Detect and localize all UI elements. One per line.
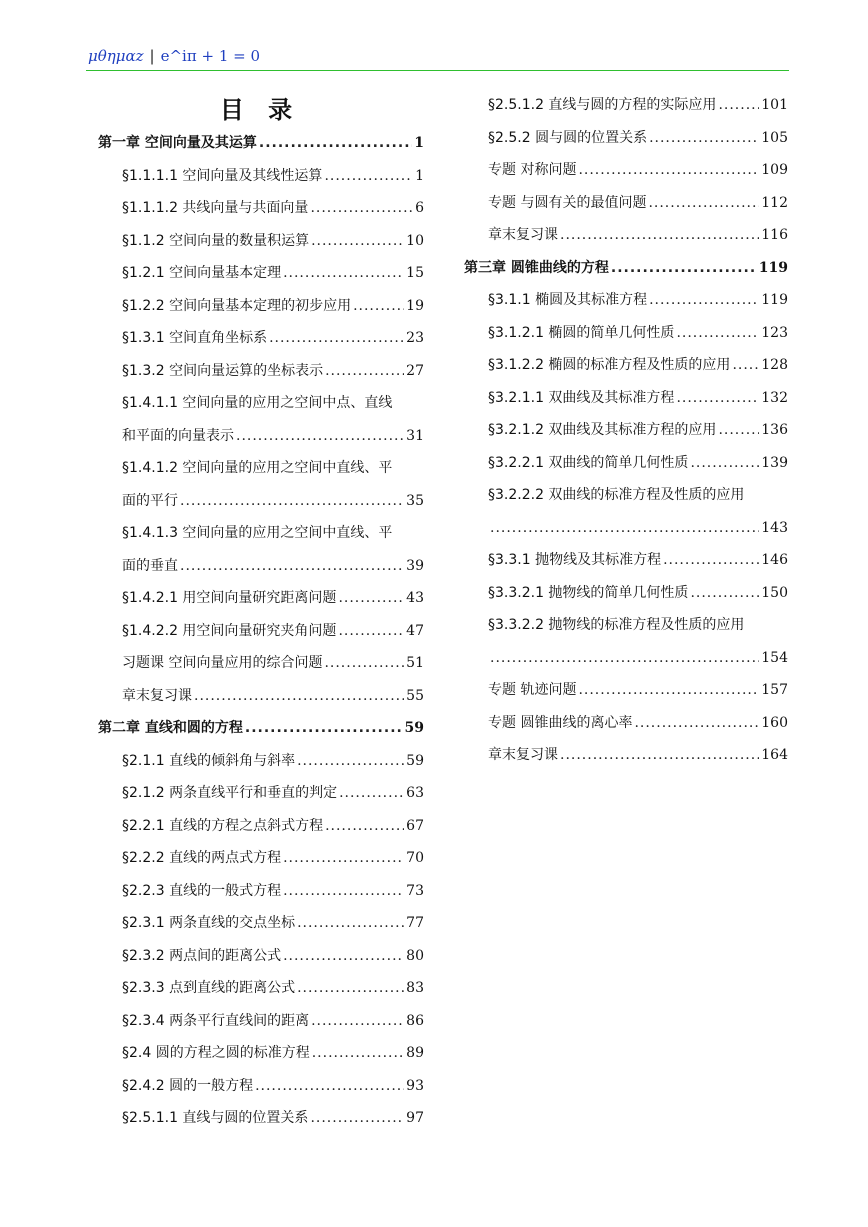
dot-leader — [663, 544, 759, 577]
toc-entry-page: 93 — [406, 1077, 424, 1094]
dot-leader — [245, 712, 403, 745]
toc-entry-label: 习题课 空间向量应用的综合问题 — [122, 655, 323, 671]
running-header — [88, 46, 788, 66]
toc-entry-label: §1.2.2 空间向量基本定理的初步应用 — [122, 297, 352, 314]
toc-entry-page: 160 — [761, 714, 788, 731]
toc-entry-page: 43 — [406, 590, 424, 606]
dot-leader — [255, 1070, 404, 1103]
toc-entry[interactable] — [98, 1070, 424, 1103]
toc-entry-label: §2.5.1.2 直线与圆的方程的实际应用 — [488, 97, 717, 113]
dot-leader — [324, 160, 413, 193]
toc-entry-label: 专题 对称问题 — [488, 162, 577, 178]
dot-leader — [676, 317, 759, 350]
toc-entry[interactable] — [98, 355, 424, 388]
toc-entry-label: 和平面的向量表示 — [122, 427, 234, 444]
toc-entry-page: 31 — [406, 427, 424, 444]
toc-entry-page: 112 — [761, 194, 788, 211]
toc-entry[interactable] — [464, 609, 788, 674]
toc-entry-page: 83 — [406, 980, 424, 996]
toc-entry-label: 专题 轨迹问题 — [488, 682, 577, 698]
toc-entry-label: §2.2.1 直线的方程之点斜式方程 — [122, 817, 324, 834]
toc-entry-page: 39 — [406, 557, 424, 574]
dot-leader — [259, 127, 412, 160]
toc-entry-page: 128 — [761, 357, 788, 373]
toc-entry-label: 专题 与圆有关的最值问题 — [488, 194, 647, 211]
toc-entry-label-line1: §3.2.2.2 双曲线的标准方程及性质的应用 — [488, 487, 745, 503]
dot-leader — [338, 582, 404, 615]
toc-entry-page: 164 — [761, 747, 788, 763]
toc-entry[interactable] — [98, 1005, 424, 1038]
toc-entry-page: 150 — [761, 584, 788, 601]
toc-entry[interactable] — [98, 842, 424, 875]
toc-entry[interactable] — [464, 707, 788, 740]
toc-entry-page: 80 — [406, 947, 424, 964]
toc-entry-page: 105 — [761, 129, 788, 146]
toc-entry[interactable] — [464, 414, 788, 447]
header-separator: | — [149, 47, 155, 65]
toc-entry-label: §2.2.3 直线的一般式方程 — [122, 882, 282, 899]
header-rule — [86, 70, 789, 71]
dot-leader — [283, 940, 404, 973]
toc-entry-label: §3.2.1.2 双曲线及其标准方程的应用 — [488, 422, 717, 438]
toc-entry-label: §1.4.2.1 用空间向量研究距离问题 — [122, 590, 337, 606]
toc-entry-label: §2.3.3 点到直线的距离公式 — [122, 980, 296, 996]
toc-entry-label: §1.2.1 空间向量基本定理 — [122, 265, 282, 281]
dot-leader — [339, 777, 404, 810]
toc-entry-label: 专题 圆锥曲线的离心率 — [488, 714, 633, 731]
toc-entry-page: 132 — [761, 389, 788, 406]
dot-leader — [649, 284, 759, 317]
toc-entry-page: 70 — [406, 850, 424, 866]
dot-leader — [718, 414, 759, 447]
dot-leader — [297, 972, 404, 1005]
toc-entry[interactable] — [98, 517, 424, 582]
toc-entry-label: §3.1.2.1 椭圆的简单几何性质 — [488, 324, 675, 341]
toc-entry[interactable] — [464, 349, 788, 382]
toc-entry-label: §2.1.2 两条直线平行和垂直的判定 — [122, 785, 338, 801]
toc-entry[interactable] — [98, 322, 424, 355]
dot-leader — [194, 680, 404, 713]
toc-entry-label: §1.3.1 空间直角坐标系 — [122, 330, 268, 346]
toc-entry[interactable] — [98, 257, 424, 290]
toc-entry-page: 67 — [406, 817, 424, 834]
page-title: 目 录 — [219, 96, 301, 124]
dot-leader — [490, 642, 759, 675]
toc-entry[interactable] — [464, 219, 788, 252]
toc-entry-label: §2.3.1 两条直线的交点坐标 — [122, 915, 296, 931]
toc-entry-label: §3.1.2.2 椭圆的标准方程及性质的应用 — [488, 357, 731, 373]
toc-entry-label: §2.1.1 直线的倾斜角与斜率 — [122, 752, 296, 769]
toc-entry-label: §2.2.2 直线的两点式方程 — [122, 850, 282, 866]
toc-entry-label: §1.4.2.2 用空间向量研究夹角问题 — [122, 622, 337, 639]
dot-leader — [578, 154, 759, 187]
toc-entry[interactable] — [98, 387, 424, 452]
dot-leader — [560, 219, 759, 252]
toc-entry[interactable] — [98, 810, 424, 843]
toc-entry[interactable] — [98, 1102, 424, 1135]
dot-leader — [310, 1102, 404, 1135]
toc-entry[interactable] — [98, 290, 424, 323]
dot-leader — [180, 550, 404, 583]
dot-leader — [718, 89, 759, 122]
toc-entry-label: §2.4.2 圆的一般方程 — [122, 1077, 254, 1094]
toc-entry-page: 47 — [406, 622, 424, 639]
toc-entry-page: 136 — [761, 422, 788, 438]
toc-entry[interactable] — [464, 187, 788, 220]
dot-leader — [690, 577, 759, 610]
toc-entry[interactable] — [98, 647, 424, 680]
dot-leader — [325, 355, 404, 388]
dot-leader — [269, 322, 404, 355]
toc-entry-page: 6 — [415, 200, 424, 216]
dot-leader — [311, 225, 404, 258]
toc-entry[interactable] — [98, 225, 424, 258]
dot-leader — [297, 745, 404, 778]
dot-leader — [490, 512, 759, 545]
toc-entry[interactable] — [98, 192, 424, 225]
toc-entry[interactable] — [98, 1037, 424, 1070]
toc-entry-label: §2.5.2 圆与圆的位置关系 — [488, 129, 648, 146]
toc-entry[interactable] — [464, 674, 788, 707]
toc-entry[interactable] — [464, 154, 788, 187]
toc-entry-label: 面的平行 — [122, 492, 178, 509]
toc-entry-label: 章末复习课 — [488, 227, 558, 243]
toc-entry-label-line1: §1.4.1.3 空间向量的应用之空间中直线、平 — [122, 525, 393, 541]
toc-entry-label-line1: §3.3.2.2 抛物线的标准方程及性质的应用 — [488, 617, 745, 633]
toc-entry-label-line1: §1.4.1.1 空间向量的应用之空间中点、直线 — [122, 395, 393, 411]
toc-entry-page: 143 — [761, 519, 788, 536]
dot-leader — [649, 122, 759, 155]
toc-entry-page: 157 — [761, 682, 788, 698]
toc-entry-label-line1: §1.4.1.2 空间向量的应用之空间中直线、平 — [122, 460, 393, 476]
toc-chapter-entry[interactable] — [464, 252, 788, 285]
toc-entry-label: §1.1.2 空间向量的数量积运算 — [122, 232, 310, 249]
toc-entry-page: 86 — [406, 1012, 424, 1029]
toc-entry[interactable] — [98, 160, 424, 193]
toc-entry-label: 章末复习课 — [488, 747, 558, 763]
toc-entry[interactable] — [464, 382, 788, 415]
toc-entry[interactable] — [98, 777, 424, 810]
toc-chapter-entry[interactable] — [98, 712, 424, 745]
toc-entry-page: 146 — [761, 552, 788, 568]
toc-entry[interactable] — [464, 122, 788, 155]
toc-entry-label: §2.5.1.1 直线与圆的位置关系 — [122, 1110, 309, 1126]
toc-entry-label: §3.3.2.1 抛物线的简单几何性质 — [488, 584, 689, 601]
toc-entry-label: 第二章 直线和圆的方程 — [98, 720, 243, 736]
dot-leader — [312, 1037, 404, 1070]
toc-entry[interactable] — [464, 89, 788, 122]
toc-entry-page: 119 — [761, 292, 788, 308]
dot-leader — [325, 810, 404, 843]
toc-entry-page: 10 — [406, 232, 424, 249]
toc-entry-page: 55 — [406, 687, 424, 704]
toc-right-column — [464, 89, 788, 772]
toc-entry-label: §3.2.2.1 双曲线的简单几何性质 — [488, 454, 689, 471]
toc-entry-label: §2.3.4 两条平行直线间的距离 — [122, 1012, 310, 1029]
toc-entry-page: 19 — [406, 297, 424, 314]
toc-entry-page: 23 — [406, 330, 424, 346]
toc-entry-page: 77 — [406, 915, 424, 931]
header-brand: μθημαz — [88, 47, 144, 65]
toc-entry-label: §1.1.1.1 空间向量及其线性运算 — [122, 167, 323, 184]
toc-entry-page: 1 — [414, 135, 424, 151]
toc-entry-page: 119 — [758, 259, 788, 276]
toc-entry-label: §1.3.2 空间向量运算的坐标表示 — [122, 362, 324, 379]
dot-leader — [236, 420, 404, 453]
toc-entry-label: §3.2.1.1 双曲线及其标准方程 — [488, 389, 675, 406]
toc-entry-label: §2.3.2 两点间的距离公式 — [122, 947, 282, 964]
toc-entry-page: 123 — [761, 324, 788, 341]
toc-entry-label: §1.1.1.2 共线向量与共面向量 — [122, 200, 309, 216]
toc-entry[interactable] — [98, 972, 424, 1005]
toc-entry-label: 第一章 空间向量及其运算 — [98, 135, 257, 151]
dot-leader — [578, 674, 759, 707]
dot-leader — [690, 447, 759, 480]
toc-entry-label: §3.1.1 椭圆及其标准方程 — [488, 292, 648, 308]
toc-entry-page: 109 — [761, 162, 788, 178]
toc-entry[interactable] — [98, 907, 424, 940]
toc-entry[interactable] — [98, 452, 424, 517]
toc-entry-page: 15 — [406, 265, 424, 281]
dot-leader — [338, 615, 404, 648]
toc-entry[interactable] — [464, 284, 788, 317]
toc-entry[interactable] — [98, 875, 424, 908]
toc-entry[interactable] — [98, 745, 424, 778]
dot-leader — [297, 907, 404, 940]
toc-entry[interactable] — [464, 447, 788, 480]
dot-leader — [283, 842, 404, 875]
toc-entry-label: §3.3.1 抛物线及其标准方程 — [488, 552, 662, 568]
toc-entry[interactable] — [98, 940, 424, 973]
dot-leader — [180, 485, 404, 518]
toc-entry-page: 139 — [761, 454, 788, 471]
toc-entry-page: 51 — [406, 655, 424, 671]
toc-entry-label: §2.4 圆的方程之圆的标准方程 — [122, 1045, 310, 1061]
toc-entry-page: 63 — [406, 785, 424, 801]
dot-leader — [353, 290, 404, 323]
toc-entry-page: 59 — [406, 752, 424, 769]
toc-entry-page: 116 — [761, 227, 788, 243]
toc-entry[interactable] — [464, 739, 788, 772]
dot-leader — [283, 875, 404, 908]
toc-entry-page: 89 — [406, 1045, 424, 1061]
toc-entry-page: 97 — [406, 1110, 424, 1126]
toc-entry-page: 27 — [406, 362, 424, 379]
dot-leader — [283, 257, 404, 290]
toc-entry-label: 面的垂直 — [122, 557, 178, 574]
toc-entry-label: 章末复习课 — [122, 687, 192, 704]
dot-leader — [560, 739, 759, 772]
toc-entry[interactable] — [464, 479, 788, 544]
toc-entry[interactable] — [98, 680, 424, 713]
toc-entry[interactable] — [464, 317, 788, 350]
toc-left-column — [98, 127, 424, 1135]
toc-entry[interactable] — [464, 577, 788, 610]
dot-leader — [634, 707, 759, 740]
dot-leader — [732, 349, 759, 382]
dot-leader — [324, 647, 404, 680]
toc-entry-page: 59 — [404, 720, 424, 736]
dot-leader — [676, 382, 759, 415]
toc-entry-page: 101 — [761, 97, 788, 113]
toc-entry-label: 第三章 圆锥曲线的方程 — [464, 259, 609, 276]
toc-entry[interactable] — [98, 582, 424, 615]
toc-chapter-entry[interactable] — [98, 127, 424, 160]
toc-entry-page: 154 — [761, 649, 788, 666]
header-formula: e^iπ + 1 = 0 — [160, 47, 261, 65]
dot-leader — [310, 192, 413, 225]
dot-leader — [648, 187, 759, 220]
toc-entry-page: 35 — [406, 492, 424, 509]
toc-entry-page: 1 — [415, 167, 424, 184]
dot-leader — [611, 252, 757, 285]
toc-entry-page: 73 — [406, 882, 424, 899]
toc-entry[interactable] — [98, 615, 424, 648]
toc-entry[interactable] — [464, 544, 788, 577]
dot-leader — [311, 1005, 404, 1038]
